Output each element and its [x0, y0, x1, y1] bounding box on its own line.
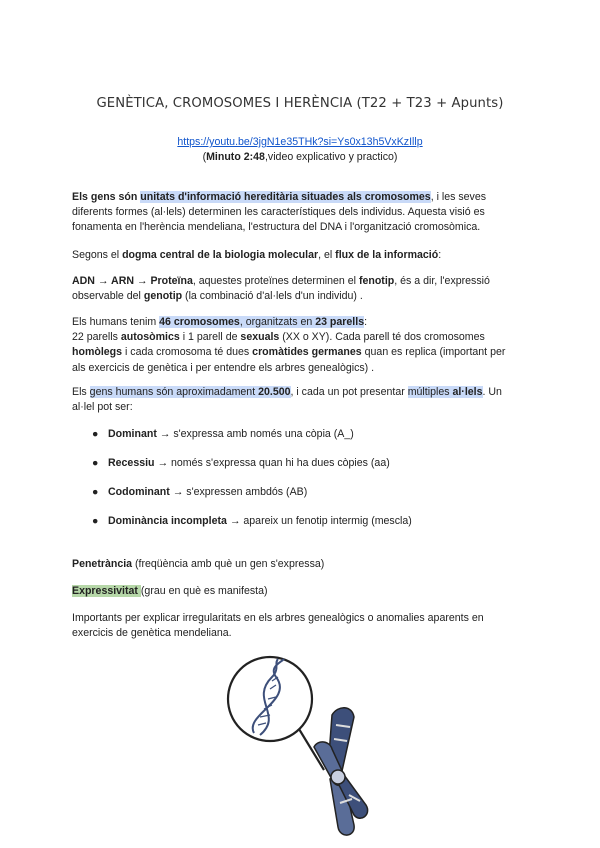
paragraph-adn	[72, 274, 532, 304]
chromosome-icon	[314, 708, 368, 835]
paragraph-cromosomes	[72, 315, 532, 376]
text-line: Importants per explicar irregularitats en els arbres genealògics o anomalies aparents en	[72, 612, 484, 624]
bold-text: dogma central de la biologia molecular	[122, 249, 319, 261]
text: . Un	[482, 386, 502, 398]
text-line: exercicis de genètica mendeliana.	[72, 627, 232, 640]
bold-text: homòlegs	[72, 346, 123, 359]
bold-text: ADN → ARN → Proteïna	[72, 275, 193, 287]
highlight-text: unitats d'informació hereditària situades als cromosomes	[140, 191, 431, 203]
text: Els humans tenim	[72, 316, 160, 328]
bold-text: Dominant	[108, 428, 157, 440]
bullet-icon: ●	[92, 515, 99, 527]
text: → apareix un fenotip intermig (mescla)	[226, 515, 412, 527]
text: , aquestes proteïnes determinen el	[192, 275, 359, 287]
text: (la combinació d'al·lels d'un individu) .	[182, 290, 363, 303]
text: Els	[72, 386, 90, 398]
text: → s'expressen ambdós (AB)	[169, 486, 308, 498]
page-title: GENÈTICA, CROMOSOMES I HERÈNCIA (T22 + T23 + Apunts)	[96, 96, 504, 111]
text: i 1 parell de	[179, 331, 241, 344]
bullet-icon: ●	[92, 457, 99, 469]
video-link-line	[0, 136, 600, 148]
bold-text: Penetrància	[72, 558, 133, 570]
video-note	[0, 151, 600, 163]
highlight-text: múltiples	[407, 386, 453, 398]
text-line: fonamenta en l'herència mendeliana, l'estructura del DNA i l'organització cromosòmica.	[72, 221, 481, 234]
text: 22 parells	[72, 331, 121, 344]
text: → s'expressa amb només una còpia (A_)	[156, 428, 354, 440]
bold-text: genotip	[143, 290, 183, 303]
text-line: als exercicis de genètica i per entendre els arbres genealògics) .	[72, 361, 375, 374]
penetrancia	[72, 557, 532, 572]
bullet-icon: ●	[92, 486, 99, 498]
text: observable del	[72, 290, 144, 303]
bold-text: autosòmics	[120, 331, 180, 344]
text-line: diferents formes (al·lels) determinen les característiques dels individus. Aquesta visió es	[72, 206, 485, 219]
text: (XX o XY). Cada parell té dos cromosomes	[279, 331, 485, 344]
text: → només s'expressa quan hi ha dues còpies (aa)	[154, 457, 390, 469]
text: , és a dir, l'expressió	[394, 275, 490, 287]
expressivitat	[72, 584, 532, 599]
text: , i les seves	[430, 191, 487, 203]
paragraph-genes	[72, 190, 532, 236]
paren: (	[202, 151, 207, 163]
bold-text: 20.500	[258, 386, 291, 398]
bold-text: 46 cromosomes	[159, 316, 240, 328]
text: :	[438, 249, 442, 261]
text: :	[364, 316, 368, 328]
bold-text: al·lels	[452, 386, 483, 398]
text: i cada cromosoma té dues	[122, 346, 253, 359]
minute-mark: Minuto 2:48	[206, 151, 265, 163]
bold-text: sexuals	[240, 331, 280, 344]
bold-text: Recessiu	[108, 457, 155, 469]
magnifier-icon	[228, 657, 324, 770]
bold-text: Els gens són	[72, 191, 141, 203]
bold-text: Codominant	[108, 486, 170, 498]
text: (grau en què es manifesta)	[140, 585, 268, 597]
text: (freqüència amb què un gen s'expressa)	[132, 558, 325, 570]
bold-text: Dominància incompleta	[108, 515, 227, 527]
video-link[interactable]: https://youtu.be/3jgN1e35THk?si=Ys0x13h5VxKzIllp	[177, 136, 423, 148]
highlight-text: Expressivitat	[72, 585, 141, 597]
chromosome-illustration	[214, 655, 394, 845]
bold-text: fenotip	[358, 275, 395, 287]
text: , i cada un pot presentar	[290, 386, 408, 398]
text: Segons el	[72, 249, 123, 261]
bold-text: cromàtides germanes	[252, 346, 362, 359]
paragraph-final	[72, 611, 532, 641]
bold-text: 23 parells	[315, 316, 365, 328]
paragraph-dogma	[72, 248, 532, 263]
highlight-text: gens humans són aproximadament	[89, 386, 259, 398]
paragraph-gens-humans	[72, 385, 532, 415]
video-note-text: ,video explicativo y practico)	[264, 151, 398, 163]
text: , organitzats en	[239, 316, 316, 328]
bullet-icon: ●	[92, 428, 99, 440]
text-line: al·lel pot ser:	[72, 401, 133, 414]
text: , el	[318, 249, 336, 261]
bold-text: flux de la informació	[335, 249, 439, 261]
text: quan es replica (important per	[361, 346, 506, 359]
